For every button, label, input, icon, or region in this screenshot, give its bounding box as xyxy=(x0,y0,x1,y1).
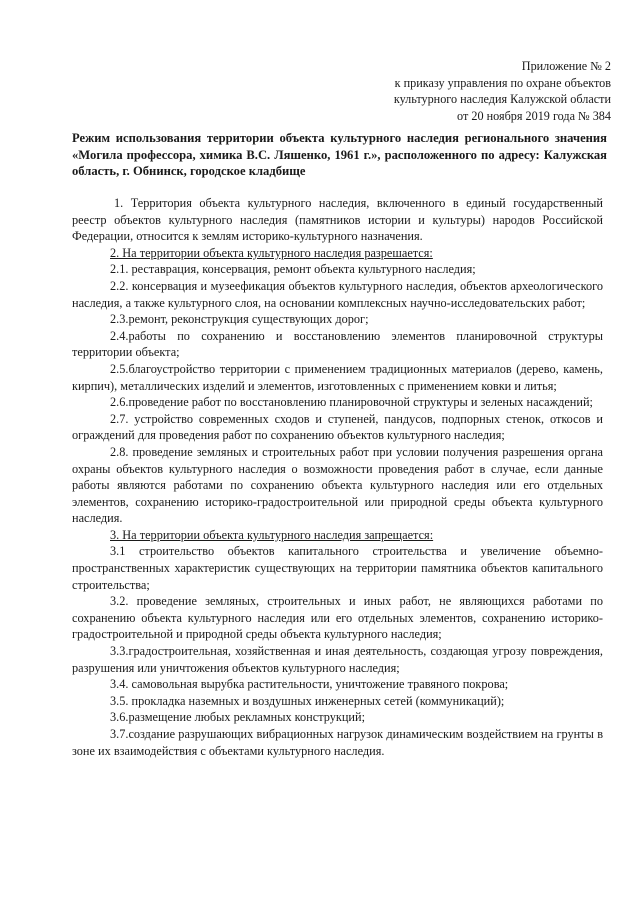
paragraph-1: 1. Территория объекта культурного наследия, включенного в единый государственный реестр объектов культурного наследия (памятников истории и культуры) народов Российской Федерации, относится к землям историко-культурного назначения. xyxy=(72,196,603,244)
document-body xyxy=(72,195,603,759)
item-3-3: 3.3.градостроительная, хозяйственная и иная деятельность, создающая угрозу повреждения, разрушения или уничтожения объектов культурного наследия; xyxy=(72,644,603,675)
item-2-4: 2.4.работы по сохранению и восстановлению элементов планировочной структуры территории объекта; xyxy=(72,328,603,360)
section-3-heading: 3. На территории объекта культурного наследия запрещается: xyxy=(110,527,434,542)
item-3-7: 3.7.создание разрушающих вибрационных нагрузок динамическим воздействием на грунты в зоне их взаимодействия с объектами культурного наследия. xyxy=(72,727,603,758)
appendix-number: Приложение № 2 xyxy=(521,59,611,73)
item-2-2: 2.2. консервация и музеефикация объектов культурного наследия, объектов археологического наследия, а также культурного слоя, на основании комплексных научно-исследовательских работ; xyxy=(72,278,603,310)
appendix-header xyxy=(394,58,611,124)
item-2-6: 2.6.проведение работ по восстановлению планировочной структуры и зеленых насаждений; xyxy=(110,395,593,410)
item-3-6: 3.6.размещение любых рекламных конструкций; xyxy=(110,710,366,725)
item-2-7: 2.7. устройство современных сходов и ступеней, пандусов, подпорных стенок, откосов и ограждений для проведения работ по сохранению объектов культурного наследия; xyxy=(72,411,603,443)
item-3-5: 3.5. прокладка наземных и воздушных инженерных сетей (коммуникаций); xyxy=(110,693,505,708)
item-3-1: 3.1 строительство объектов капитального строительства и увеличение объемно-пространственных характеристик существующих на территории памятника объектов капитального строительства; xyxy=(72,544,603,592)
item-2-3: 2.3.ремонт, реконструкция существующих дорог; xyxy=(110,312,369,327)
appendix-date: от 20 ноября 2019 года № 384 xyxy=(457,108,611,123)
item-2-8: 2.8. проведение земляных и строительных работ при условии получения разрешения органа охраны объектов культурного наследия о возможности проведения работ в случае, если данные работы являются работами по сохранению объекта культурного наследия или его отдельных элементов, сохранению историко-градостроительной или природной среды объекта культурного наследия. xyxy=(72,444,603,526)
appendix-order-ref: к приказу управления по охране объектов xyxy=(394,75,611,90)
section-2-heading: 2. На территории объекта культурного наследия разрешается: xyxy=(110,245,433,260)
item-3-4: 3.4. самовольная вырубка растительности, уничтожение травяного покрова; xyxy=(110,677,509,692)
appendix-agency: культурного наследия Калужской области xyxy=(393,92,611,106)
item-2-5: 2.5.благоустройство территории с применением традиционных материалов (дерево, камень, кирпич), металлических изделий и элементов, изготовленных с применением ковки и литья; xyxy=(72,361,603,393)
item-3-2: 3.2. проведение земляных, строительных и иных работ, не являющихся работами по сохранению объекта культурного наследия или его отдельных элементов, сохранению историко-градостроительной и природной среды объекта культурного наследия; xyxy=(72,594,603,642)
item-2-1: 2.1. реставрация, консервация, ремонт объекта культурного наследия; xyxy=(110,262,476,277)
document-title: Режим использования территории объекта культурного наследия регионального значения «Могила профессора, химика В.С. Ляшенко, 1961 г.», расположенного по адресу: Калужская область, г. Обнинск, городское кладбище xyxy=(72,131,607,178)
